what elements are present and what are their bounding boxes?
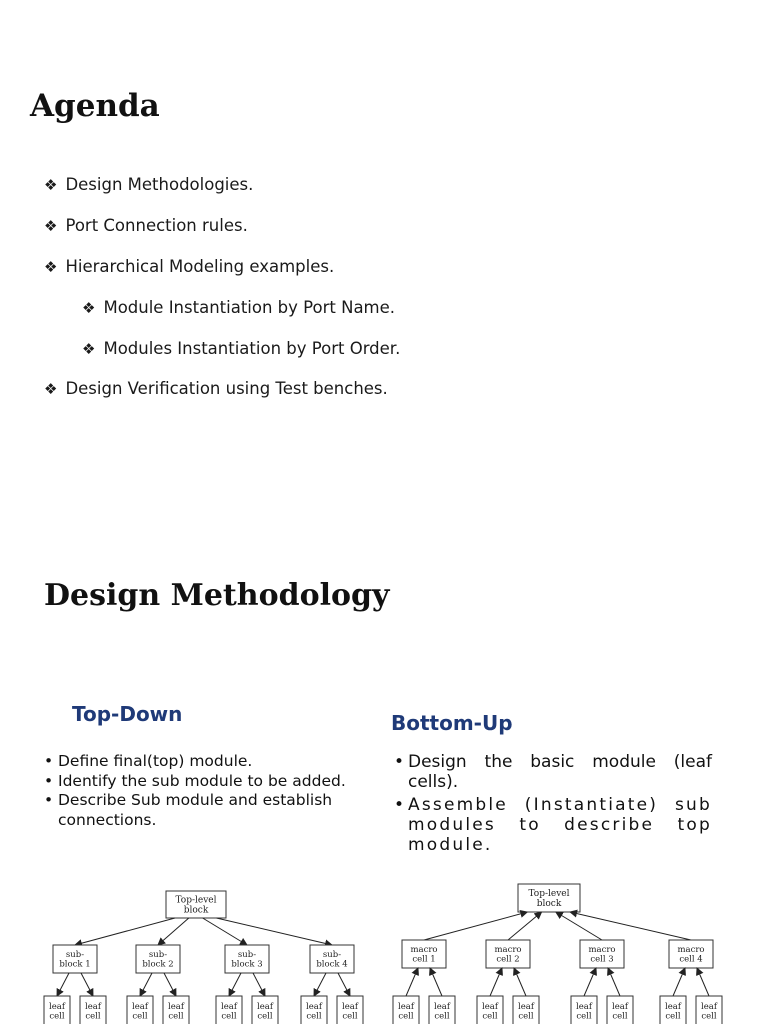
box-label: leaf bbox=[85, 1002, 101, 1013]
leaf-cell bbox=[429, 996, 455, 1024]
diamond-bullet-icon: ❖ bbox=[82, 299, 96, 317]
leaf-cell bbox=[127, 996, 153, 1024]
box-label: cell bbox=[85, 1011, 101, 1022]
leaf-cell bbox=[301, 996, 327, 1024]
box-label: cell 4 bbox=[679, 954, 703, 965]
connector-arrow bbox=[253, 973, 265, 996]
box-label: cell bbox=[221, 1011, 237, 1022]
box-label: leaf bbox=[665, 1002, 681, 1013]
box-label: sub- bbox=[237, 950, 257, 961]
diamond-bullet-icon: ❖ bbox=[44, 176, 58, 194]
connector-arrow bbox=[229, 973, 241, 996]
box-label: leaf bbox=[482, 1002, 498, 1013]
sub-block bbox=[310, 945, 354, 973]
box-label: macro bbox=[677, 945, 705, 956]
leaf-cell bbox=[607, 996, 633, 1024]
box-label: leaf bbox=[518, 1002, 534, 1013]
leaf-cell bbox=[660, 996, 686, 1024]
bottom-up-bullets bbox=[394, 752, 712, 858]
box-label: sub- bbox=[322, 950, 342, 961]
box-label: cell 1 bbox=[412, 954, 436, 965]
connector-arrow bbox=[424, 912, 527, 940]
box-label: leaf bbox=[257, 1002, 273, 1013]
connector-arrow bbox=[430, 968, 442, 996]
bullet-item: • Design the basic module (leaf cells). bbox=[394, 752, 712, 792]
connector-arrow bbox=[57, 973, 69, 996]
top-level-block bbox=[518, 884, 580, 912]
box-label: cell bbox=[342, 1011, 358, 1022]
connector-arrow bbox=[314, 973, 326, 996]
box-label: macro bbox=[588, 945, 616, 956]
box-label: leaf bbox=[701, 1002, 717, 1013]
sub-block bbox=[136, 945, 180, 973]
box-label: cell bbox=[434, 1011, 450, 1022]
connector-arrow bbox=[164, 973, 176, 996]
sub-block bbox=[669, 940, 713, 968]
sub-block bbox=[402, 940, 446, 968]
agenda-item-text: Design Verification using Test benches. bbox=[65, 379, 388, 398]
box-label: cell bbox=[306, 1011, 322, 1022]
connector-arrow bbox=[556, 912, 602, 940]
box-label: Top-level bbox=[175, 895, 217, 906]
box-label: block 1 bbox=[59, 959, 91, 970]
agenda-subitem bbox=[82, 339, 400, 358]
box-label: cell 3 bbox=[590, 954, 614, 965]
box-label: leaf bbox=[49, 1002, 65, 1013]
leaf-cell bbox=[571, 996, 597, 1024]
diamond-bullet-icon: ❖ bbox=[44, 217, 58, 235]
sub-block bbox=[486, 940, 530, 968]
top-down-heading: Top-Down bbox=[72, 702, 183, 726]
bullet-dot-icon: • bbox=[394, 795, 405, 815]
diamond-bullet-icon: ❖ bbox=[44, 380, 58, 398]
leaf-cell bbox=[337, 996, 363, 1024]
box-label: leaf bbox=[306, 1002, 322, 1013]
connector-arrow bbox=[81, 973, 93, 996]
bottom-up-tree-diagram bbox=[393, 884, 722, 1024]
box-label: cell bbox=[49, 1011, 65, 1022]
sub-block bbox=[225, 945, 269, 973]
box-label: block 3 bbox=[231, 959, 263, 970]
design-methodology-title: Design Methodology bbox=[44, 578, 390, 613]
connector-arrow bbox=[338, 973, 350, 996]
connector-arrow bbox=[673, 968, 685, 996]
top-down-tree-diagram bbox=[44, 891, 363, 1024]
agenda-subitem bbox=[82, 298, 395, 317]
bullet-dot-icon: • bbox=[44, 791, 54, 809]
box-label: leaf bbox=[576, 1002, 592, 1013]
box-label: cell bbox=[612, 1011, 628, 1022]
connector-arrow bbox=[406, 968, 418, 996]
diamond-bullet-icon: ❖ bbox=[82, 340, 96, 358]
agenda-title: Agenda bbox=[30, 88, 160, 124]
box-label: leaf bbox=[168, 1002, 184, 1013]
box-label: block bbox=[536, 899, 562, 909]
top-level-block bbox=[166, 891, 226, 918]
bullet-dot-icon: • bbox=[394, 752, 405, 772]
box-label: block 4 bbox=[316, 959, 348, 970]
connector-arrow bbox=[514, 968, 526, 996]
bullet-item: • Describe Sub module and establish connections. bbox=[44, 791, 333, 829]
agenda-item bbox=[44, 379, 388, 398]
leaf-cell bbox=[477, 996, 503, 1024]
connector-arrow bbox=[216, 918, 332, 945]
connector-arrow bbox=[570, 912, 691, 940]
leaf-cell bbox=[163, 996, 189, 1024]
bullet-dot-icon: • bbox=[44, 771, 54, 790]
connector-arrow bbox=[158, 918, 189, 945]
top-down-bullets bbox=[44, 752, 374, 830]
agenda-item bbox=[44, 216, 248, 235]
bullet-item: • Assemble (Instantiate) sub modules to describe top module. bbox=[394, 795, 712, 855]
box-label: leaf bbox=[132, 1002, 148, 1013]
connector-arrow bbox=[490, 968, 502, 996]
box-label: leaf bbox=[398, 1002, 414, 1013]
box-label: macro bbox=[494, 945, 522, 956]
leaf-cell bbox=[513, 996, 539, 1024]
leaf-cell bbox=[80, 996, 106, 1024]
agenda-item bbox=[44, 257, 334, 276]
sub-block bbox=[53, 945, 97, 973]
box-label: cell bbox=[168, 1011, 184, 1022]
box-label: leaf bbox=[221, 1002, 237, 1013]
agenda-item-text: Modules Instantiation by Port Order. bbox=[103, 339, 401, 358]
box-label: cell bbox=[482, 1011, 498, 1022]
connector-arrow bbox=[203, 918, 247, 945]
box-label: cell bbox=[398, 1011, 414, 1022]
connector-arrow bbox=[140, 973, 152, 996]
leaf-cell bbox=[393, 996, 419, 1024]
agenda-item bbox=[44, 175, 253, 194]
agenda-item-text: Hierarchical Modeling examples. bbox=[65, 257, 335, 276]
box-label: leaf bbox=[342, 1002, 358, 1013]
bullet-dot-icon: • bbox=[44, 752, 54, 770]
box-label: cell bbox=[576, 1011, 592, 1022]
connector-arrow bbox=[584, 968, 596, 996]
box-label: cell bbox=[132, 1011, 148, 1022]
hierarchy-diagrams bbox=[0, 870, 768, 1024]
agenda-item-text: Module Instantiation by Port Name. bbox=[103, 298, 396, 317]
box-label: cell bbox=[257, 1011, 273, 1022]
agenda-item-text: Design Methodologies. bbox=[65, 175, 254, 194]
box-label: cell bbox=[701, 1011, 717, 1022]
connector-arrow bbox=[697, 968, 709, 996]
connector-arrow bbox=[608, 968, 620, 996]
connector-arrow bbox=[75, 918, 175, 945]
box-label: macro bbox=[410, 945, 438, 956]
box-label: cell bbox=[518, 1011, 534, 1022]
leaf-cell bbox=[696, 996, 722, 1024]
box-label: block bbox=[183, 905, 209, 916]
diamond-bullet-icon: ❖ bbox=[44, 258, 58, 276]
box-label: Top-level bbox=[528, 889, 570, 899]
leaf-cell bbox=[44, 996, 70, 1024]
leaf-cell bbox=[216, 996, 242, 1024]
bullet-item: • Define final(top) module. bbox=[44, 752, 253, 770]
agenda-item-text: Port Connection rules. bbox=[65, 216, 248, 235]
box-label: cell 2 bbox=[496, 954, 520, 965]
box-label: leaf bbox=[612, 1002, 628, 1013]
leaf-cell bbox=[252, 996, 278, 1024]
bullet-item: • Identify the sub module to be added. bbox=[44, 771, 346, 790]
box-label: block 2 bbox=[142, 959, 174, 970]
box-label: leaf bbox=[434, 1002, 450, 1013]
box-label: sub- bbox=[148, 950, 168, 961]
sub-block bbox=[580, 940, 624, 968]
box-label: sub- bbox=[65, 950, 85, 961]
bottom-up-heading: Bottom-Up bbox=[391, 711, 513, 735]
box-label: cell bbox=[665, 1011, 681, 1022]
